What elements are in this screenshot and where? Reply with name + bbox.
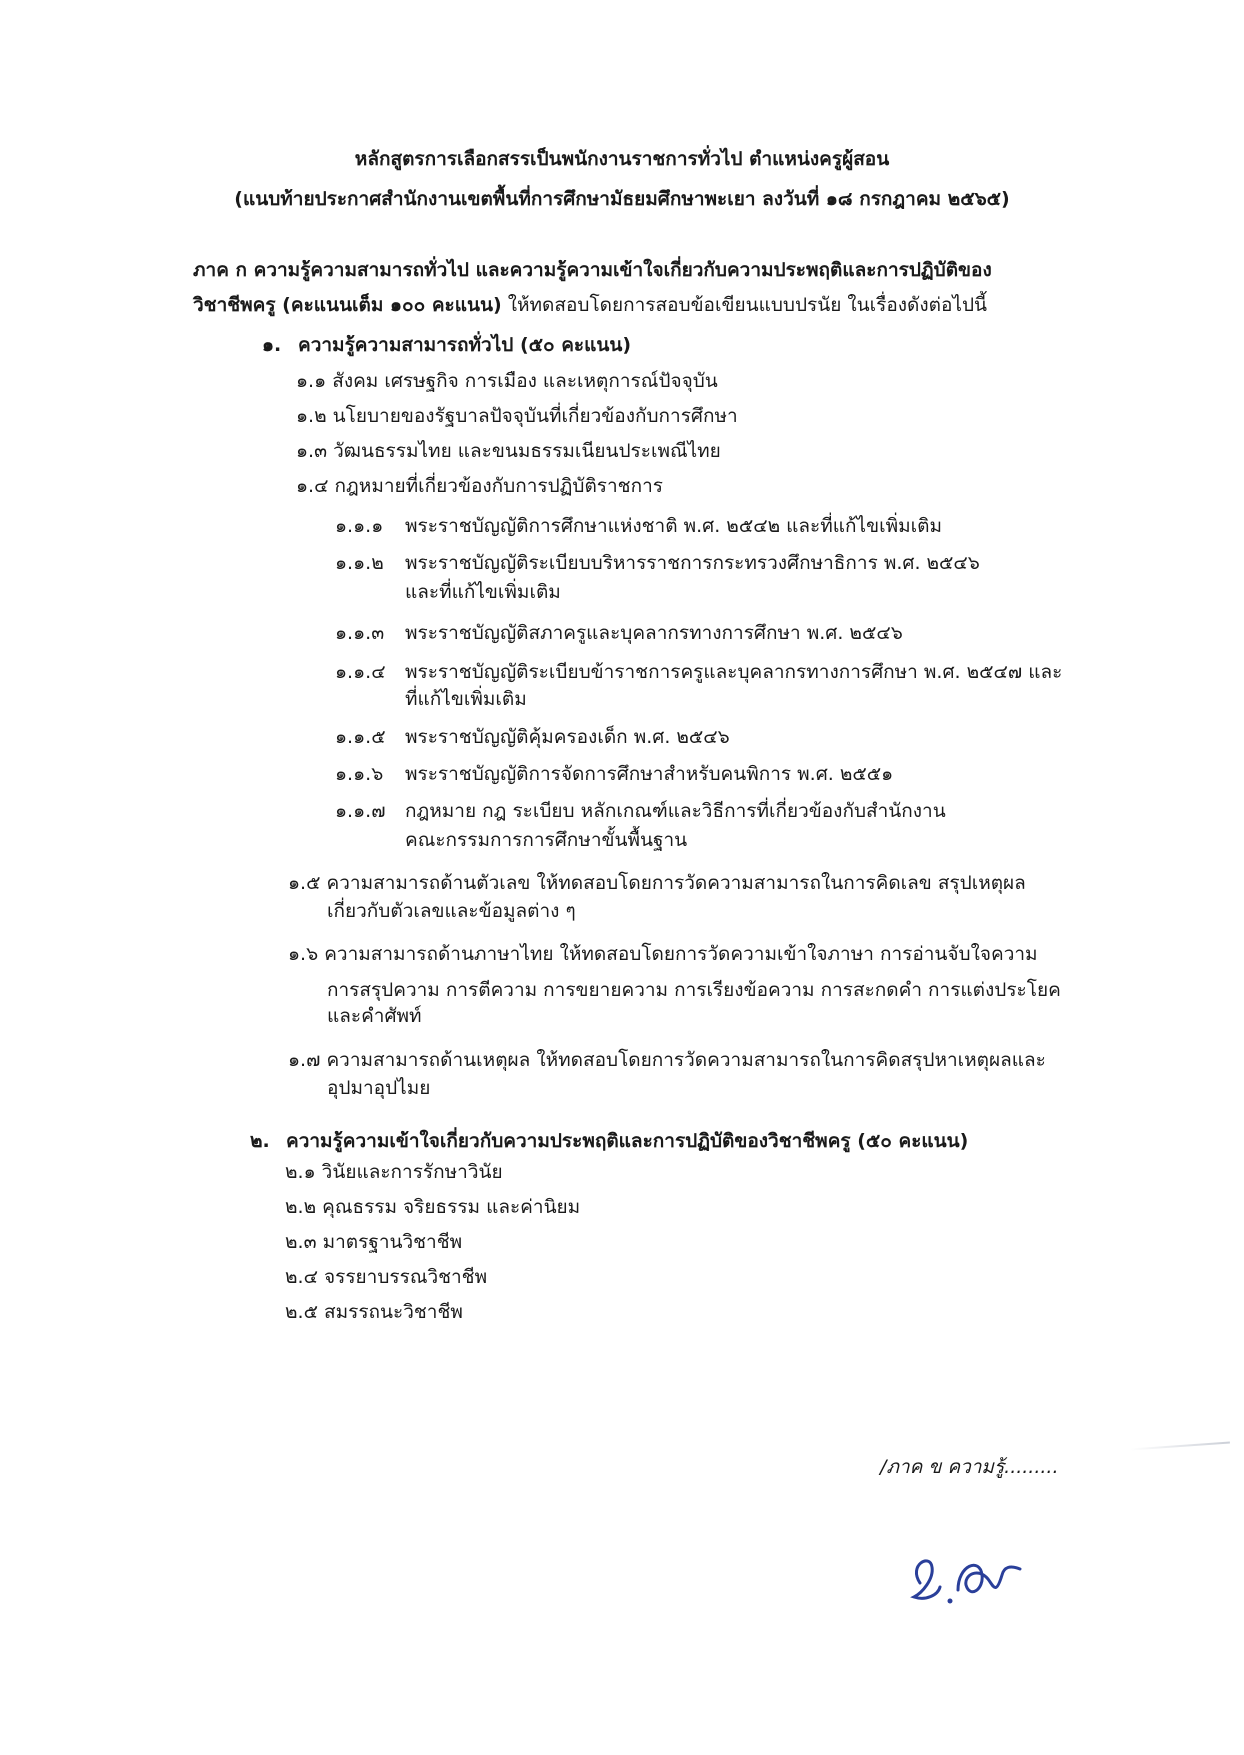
section-a-instruction: ให้ทดสอบโดยการสอบข้อเขียนแบบปรนัย ในเรื่องดังต่อไปนี้ xyxy=(501,294,987,316)
law-item: ๑.๑.๓ พระราชบัญญัติสภาครูและบุคลากรทางการศึกษา พ.ศ. ๒๕๔๖ xyxy=(335,622,903,644)
handwritten-signature-icon xyxy=(900,1545,1030,1615)
list-item: ๒.๔ จรรยาบรรณวิชาชีพ xyxy=(285,1266,488,1288)
list-item: ๑.๖ ความสามารถด้านภาษาไทย ให้ทดสอบโดยการวัดความเข้าใจภาษา การอ่านจับใจความ xyxy=(288,943,1038,965)
part2-title: ความรู้ความเข้าใจเกี่ยวกับความประพฤติและการปฏิบัติของวิชาชีพครู (๕๐ คะแนน) xyxy=(286,1130,969,1152)
list-item: ๑.๓ วัฒนธรรมไทย และขนมธรรมเนียนประเพณีไทย xyxy=(296,440,721,462)
list-item: ๒.๒ คุณธรรม จริยธรรม และค่านิยม xyxy=(285,1196,581,1218)
document-subtitle: (แนบท้ายประกาศสำนักงานเขตพื้นที่การศึกษามัธยมศึกษาพะเยา ลงวันที่ ๑๘ กรกฎาคม ๒๕๖๕) xyxy=(234,188,1010,210)
list-item-continuation: เกี่ยวกับตัวเลขและข้อมูลต่าง ๆ xyxy=(327,900,576,922)
law-item: ๑.๑.๑ พระราชบัญญัติการศึกษาแห่งชาติ พ.ศ. ๒๕๔๒ และที่แก้ไขเพิ่มเติม xyxy=(335,515,942,537)
list-item-continuation: การสรุปความ การตีความ การขยายความ การเรียงข้อความ การสะกดคำ การแต่งประโยค xyxy=(327,979,1061,1001)
list-item: ๒.๓ มาตรฐานวิชาชีพ xyxy=(285,1231,463,1253)
scan-artifact xyxy=(1130,1442,1230,1451)
law-item-continuation: และที่แก้ไขเพิ่มเติม xyxy=(405,581,561,603)
list-item: ๑.๔ กฎหมายที่เกี่ยวข้องกับการปฏิบัติราชการ xyxy=(296,475,663,497)
law-item: ๑.๑.๖ พระราชบัญญัติการจัดการศึกษาสำหรับคนพิการ พ.ศ. ๒๕๕๑ xyxy=(335,763,894,785)
list-item: ๑.๗ ความสามารถด้านเหตุผล ให้ทดสอบโดยการวัดความสามารถในการคิดสรุปหาเหตุผลและ xyxy=(288,1049,1046,1071)
law-item: ๑.๑.๒ พระราชบัญญัติระเบียบบริหารราชการกระทรวงศึกษาธิการ พ.ศ. ๒๕๔๖ xyxy=(335,552,980,574)
law-item-continuation: ที่แก้ไขเพิ่มเติม xyxy=(405,688,527,710)
law-item-continuation: คณะกรรมการการศึกษาขั้นพื้นฐาน xyxy=(405,829,688,851)
continuation-note: /ภาค ข ความรู้......... xyxy=(880,1456,1059,1478)
section-a-intro-line1: ภาค ก ความรู้ความสามารถทั่วไป และความรู้ความเข้าใจเกี่ยวกับความประพฤติและการปฏิบัติของ xyxy=(193,259,992,281)
part1-title: ความรู้ความสามารถทั่วไป (๕๐ คะแนน) xyxy=(298,334,632,356)
law-item: ๑.๑.๕ พระราชบัญญัติคุ้มครองเด็ก พ.ศ. ๒๕๔๖ xyxy=(335,726,730,748)
list-item-continuation: และคำศัพท์ xyxy=(327,1005,422,1027)
list-item: ๑.๕ ความสามารถด้านตัวเลข ให้ทดสอบโดยการวัดความสามารถในการคิดเลข สรุปเหตุผล xyxy=(288,872,1026,894)
list-item: ๑.๒ นโยบายของรัฐบาลปัจจุบันที่เกี่ยวข้องกับการศึกษา xyxy=(296,405,738,427)
section-a-score: วิชาชีพครู (คะแนนเต็ม ๑๐๐ คะแนน) xyxy=(193,294,502,316)
part1-number: ๑. xyxy=(262,334,282,356)
section-a-intro-line2 xyxy=(193,292,987,318)
document-title: หลักสูตรการเลือกสรรเป็นพนักงานราชการทั่วไป ตำแหน่งครูผู้สอน xyxy=(354,148,890,170)
part1-heading xyxy=(262,332,631,358)
law-item: ๑.๑.๗ กฎหมาย กฎ ระเบียบ หลักเกณฑ์และวิธีการที่เกี่ยวข้องกับสำนักงาน xyxy=(335,800,946,822)
law-item: ๑.๑.๔ พระราชบัญญัติระเบียบข้าราชการครูและบุคลากรทางการศึกษา พ.ศ. ๒๕๔๗ และ xyxy=(335,661,1063,683)
part2-number: ๒. xyxy=(250,1130,270,1152)
list-item: ๒.๑ วินัยและการรักษาวินัย xyxy=(285,1161,503,1183)
list-item: ๒.๕ สมรรถนะวิชาชีพ xyxy=(285,1301,463,1323)
list-item-continuation: อุปมาอุปไมย xyxy=(327,1077,431,1099)
list-item: ๑.๑ สังคม เศรษฐกิจ การเมือง และเหตุการณ์ปัจจุบัน xyxy=(296,370,718,392)
part2-heading xyxy=(250,1128,968,1154)
